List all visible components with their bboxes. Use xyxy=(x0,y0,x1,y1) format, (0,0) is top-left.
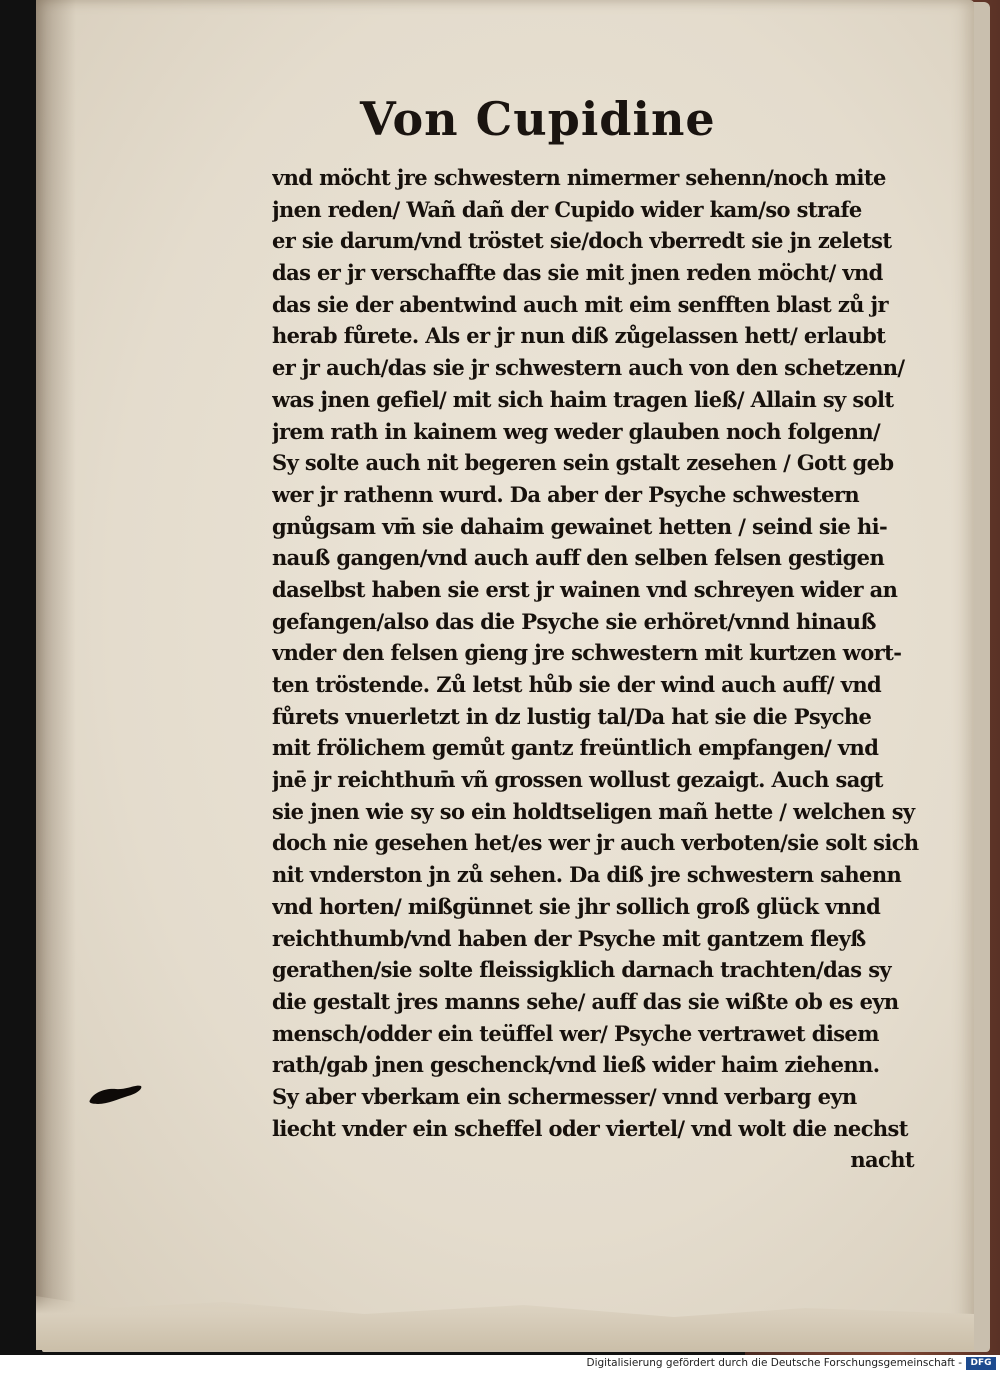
text-line: gerathen/sie solte fleissigklich darnach trachten/das sy xyxy=(272,957,892,983)
text-line: nauß gangen/vnd auch auff den selben felsen gestigen xyxy=(272,545,885,571)
text-line: was jnen gefiel/ mit sich haim tragen ließ/ Allain sy solt xyxy=(272,386,894,412)
text-line: jnē jr reichthum̄ vñ grossen wollust gezaigt. Auch sagt xyxy=(272,767,883,793)
catchword: nacht xyxy=(850,1147,914,1173)
text-line: Sy solte auch nit begeren sein gstalt zesehen / Gott geb xyxy=(272,450,894,476)
page-heading: Von Cupidine xyxy=(360,92,716,146)
text-line: das er jr verschaffte das sie mit jnen reden möcht/ vnd xyxy=(272,260,883,286)
text-line: vnder den felsen gieng jre schwestern mit kurtzen wort- xyxy=(272,640,902,666)
text-line: sie jnen wie sy so ein holdtseligen mañ hette / welchen sy xyxy=(272,798,915,824)
text-line: die gestalt jres manns sehe/ auff das sie wißte ob es eyn xyxy=(272,988,899,1014)
text-line: wer jr rathenn wurd. Da aber der Psyche schwestern xyxy=(272,481,859,507)
text-line: rath/gab jnen geschenck/vnd ließ wider haim ziehenn. xyxy=(272,1052,880,1078)
funding-credit: Digitalisierung gefördert durch die Deutsche Forschungsgemeinschaft - xyxy=(586,1357,962,1369)
text-line: doch nie gesehen het/es wer jr auch verboten/sie solt sich xyxy=(272,830,919,856)
dfg-logo: DFG xyxy=(966,1357,996,1370)
text-line: gefangen/also das die Psyche sie erhöret/vnnd hinauß xyxy=(272,608,876,634)
text-line: reichthumb/vnd haben der Psyche mit gantzem fleyß xyxy=(272,925,866,951)
text-line: er sie darum/vnd tröstet sie/doch vberredt sie jn zeletst xyxy=(272,228,892,254)
text-line: vnd horten/ mißgünnet sie jhr sollich groß glück vnnd xyxy=(272,893,881,919)
text-line: gnůgsam vm̄ sie dahaim gewainet hetten / seind sie hi- xyxy=(272,513,888,539)
text-line: jnen reden/ Wañ dañ der Cupido wider kam/so strafe xyxy=(272,196,862,222)
text-line: das sie der abentwind auch mit eim senfften blast zů jr xyxy=(272,291,889,317)
body-text xyxy=(272,162,922,1176)
text-line: mensch/odder ein teüffel wer/ Psyche vertrawet disem xyxy=(272,1020,879,1046)
ink-blot-icon xyxy=(86,1080,144,1106)
text-line: Sy aber vberkam ein schermesser/ vnnd verbarg eyn xyxy=(272,1083,857,1109)
text-line: fůrets vnuerletzt in dz lustig tal/Da hat sie die Psyche xyxy=(272,703,872,729)
text-line: liecht vnder ein scheffel oder viertel/ vnd wolt die nechst xyxy=(272,1115,908,1141)
text-line: er jr auch/das sie jr schwestern auch von den schetzenn/ xyxy=(272,355,905,381)
text-line: jrem rath in kainem weg weder glauben noch folgenn/ xyxy=(272,418,881,444)
text-line: nit vnderston jn zů sehen. Da diß jre schwestern sahenn xyxy=(272,862,902,888)
text-line: ten tröstende. Zů letst hůb sie der wind auch auff/ vnd xyxy=(272,672,882,697)
footer-bar xyxy=(0,1355,1000,1373)
text-line: daselbst haben sie erst jr wainen vnd schreyen wider an xyxy=(272,576,898,602)
text-line: vnd möcht jre schwestern nimermer sehenn/noch mite xyxy=(272,165,886,190)
gutter-shadow xyxy=(36,0,76,1345)
text-line: herab fůrete. Als er jr nun diß zůgelassen hett/ erlaubt xyxy=(272,323,886,349)
text-line: mit frölichem gemůt gantz freüntlich empfangen/ vnd xyxy=(272,735,879,761)
